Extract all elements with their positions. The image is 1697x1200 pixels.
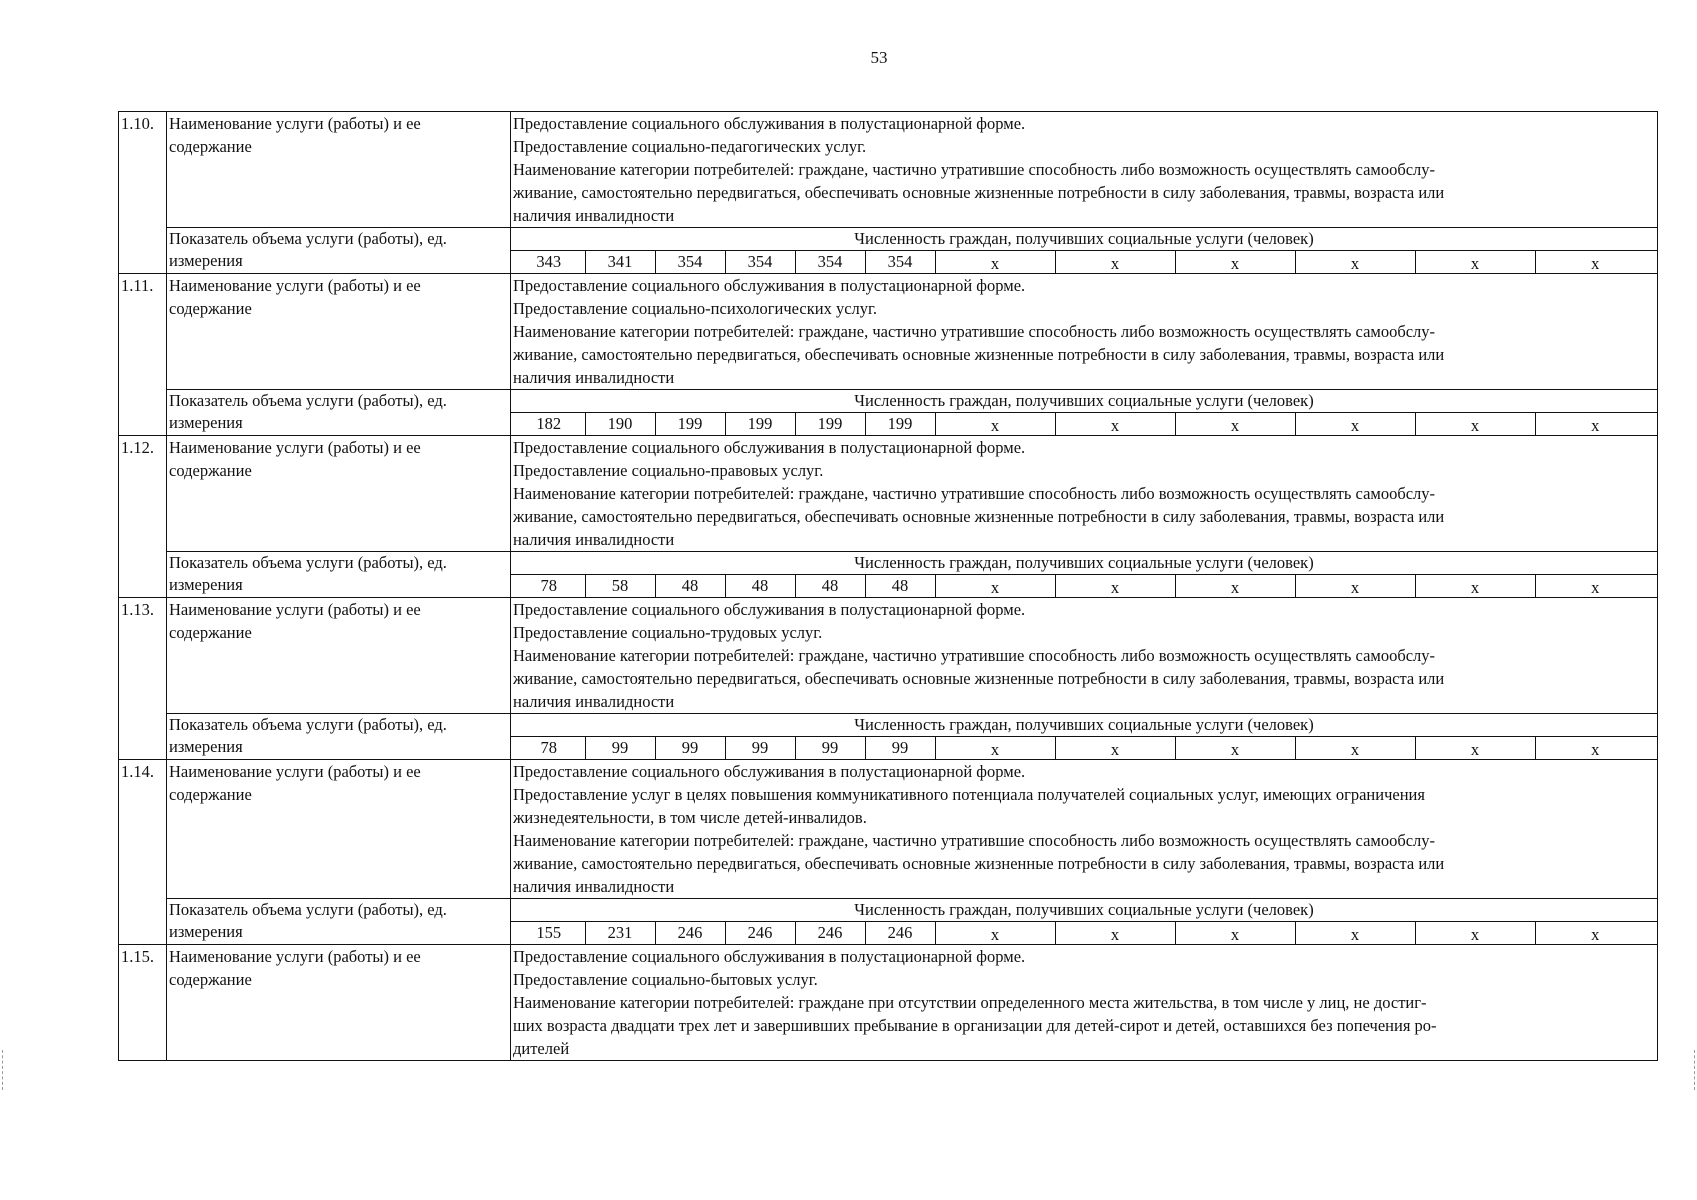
service-name-label-line: Наименование услуги (работы) и ее bbox=[169, 276, 421, 295]
value-cell: х bbox=[935, 575, 1055, 597]
indicator-label-line: измерения bbox=[169, 737, 243, 756]
service-description-line: наличия инвалидности bbox=[513, 530, 675, 549]
unit-of-measure: Численность граждан, получивших социальные услуги (человек) bbox=[511, 714, 1658, 737]
value-cell: 199 bbox=[795, 413, 865, 435]
value-cell: 199 bbox=[865, 413, 935, 435]
service-description-line: наличия инвалидности bbox=[513, 368, 675, 387]
service-name-label-line: Наименование услуги (работы) и ее bbox=[169, 438, 421, 457]
value-cell: 48 bbox=[655, 575, 725, 597]
indicator-label-line: Показатель объема услуги (работы), ед. bbox=[169, 553, 447, 572]
value-cell: х bbox=[1415, 575, 1535, 597]
value-cell: 246 bbox=[795, 922, 865, 944]
service-name-label bbox=[167, 436, 511, 552]
service-number: 1.10. bbox=[119, 112, 167, 274]
value-cell: х bbox=[1415, 922, 1535, 944]
unit-of-measure: Численность граждан, получивших социальные услуги (человек) bbox=[511, 552, 1658, 575]
service-description-line: Наименование категории потребителей: граждане, частично утратившие способность либо возможность осуществлять самообслу- bbox=[513, 646, 1436, 665]
indicator-label-line: Показатель объема услуги (работы), ед. bbox=[169, 391, 447, 410]
service-row bbox=[119, 945, 1658, 1061]
value-cell: х bbox=[1535, 737, 1655, 759]
value-cell: х bbox=[1535, 251, 1655, 273]
service-name-label-line: содержание bbox=[169, 970, 252, 989]
unit-of-measure: Численность граждан, получивших социальные услуги (человек) bbox=[511, 899, 1658, 922]
value-cell: х bbox=[1415, 413, 1535, 435]
indicator-row bbox=[119, 899, 1658, 922]
service-name-label bbox=[167, 598, 511, 714]
service-description bbox=[511, 436, 1658, 552]
service-name-label bbox=[167, 112, 511, 228]
service-name-label bbox=[167, 274, 511, 390]
value-cell: 99 bbox=[655, 737, 725, 759]
service-description bbox=[511, 112, 1658, 228]
service-description-line: Предоставление социального обслуживания в полустационарной форме. bbox=[513, 600, 1026, 619]
value-cell: 48 bbox=[725, 575, 795, 597]
indicator-row bbox=[119, 228, 1658, 251]
value-cell: 354 bbox=[655, 251, 725, 273]
value-cell: 341 bbox=[585, 251, 655, 273]
unit-of-measure: Численность граждан, получивших социальные услуги (человек) bbox=[511, 390, 1658, 413]
service-description-line: Наименование категории потребителей: граждане, частично утратившие способность либо возможность осуществлять самообслу- bbox=[513, 831, 1436, 850]
value-cell: 78 bbox=[540, 576, 557, 595]
indicator-label-line: Показатель объема услуги (работы), ед. bbox=[169, 229, 447, 248]
service-name-label-line: содержание bbox=[169, 785, 252, 804]
indicator-row bbox=[119, 552, 1658, 575]
service-row bbox=[119, 274, 1658, 390]
service-name-label-line: Наименование услуги (работы) и ее bbox=[169, 600, 421, 619]
service-description-line: наличия инвалидности bbox=[513, 206, 675, 225]
value-cell: х bbox=[1055, 575, 1175, 597]
unit-of-measure: Численность граждан, получивших социальные услуги (человек) bbox=[511, 228, 1658, 251]
service-description-line: живание, самостоятельно передвигаться, обеспечивать основные жизненные потребности в силу заболевания, травмы, возраста или bbox=[513, 345, 1445, 364]
service-name-label bbox=[167, 945, 511, 1061]
value-cell: 354 bbox=[865, 251, 935, 273]
scan-margin-mark bbox=[2, 1050, 4, 1090]
service-row bbox=[119, 436, 1658, 552]
value-cell: х bbox=[1295, 575, 1415, 597]
value-cell: 354 bbox=[795, 251, 865, 273]
service-description-line: живание, самостоятельно передвигаться, обеспечивать основные жизненные потребности в силу заболевания, травмы, возраста или bbox=[513, 669, 1445, 688]
value-cell: х bbox=[1535, 575, 1655, 597]
value-cell: 99 bbox=[795, 737, 865, 759]
value-cell: х bbox=[935, 413, 1055, 435]
value-cell: 199 bbox=[725, 413, 795, 435]
value-cell: х bbox=[1175, 737, 1295, 759]
value-cell: х bbox=[1175, 922, 1295, 944]
value-cell: х bbox=[1175, 251, 1295, 273]
service-description-line: Наименование категории потребителей: граждане, частично утратившие способность либо возможность осуществлять самообслу- bbox=[513, 322, 1436, 341]
value-cell: х bbox=[935, 922, 1055, 944]
service-description-line: ших возраста двадцати трех лет и завершивших пребывание в организации для детей-сирот и детей, оставшихся без попечения ро- bbox=[513, 1016, 1437, 1035]
values-cell bbox=[511, 413, 1658, 436]
service-description-line: Предоставление социального обслуживания в полустационарной форме. bbox=[513, 762, 1026, 781]
service-name-label-line: содержание bbox=[169, 299, 252, 318]
value-cell: 155 bbox=[536, 923, 562, 942]
service-description-line: Предоставление услуг в целях повышения коммуникативного потенциала получателей социальных услуг, имеющих ограничения bbox=[513, 785, 1425, 804]
service-description-line: Предоставление социально-правовых услуг. bbox=[513, 461, 824, 480]
service-description-line: Предоставление социально-педагогических услуг. bbox=[513, 137, 867, 156]
value-cell: 99 bbox=[725, 737, 795, 759]
value-cell: 231 bbox=[585, 922, 655, 944]
service-description-line: дителей bbox=[513, 1039, 570, 1058]
service-row bbox=[119, 598, 1658, 714]
value-cell: 246 bbox=[725, 922, 795, 944]
service-description-line: Наименование категории потребителей: граждане, частично утратившие способность либо возможность осуществлять самообслу- bbox=[513, 160, 1436, 179]
value-cell: 246 bbox=[865, 922, 935, 944]
service-name-label bbox=[167, 760, 511, 899]
value-cell: 246 bbox=[655, 922, 725, 944]
service-description-line: Предоставление социально-бытовых услуг. bbox=[513, 970, 818, 989]
indicator-row bbox=[119, 390, 1658, 413]
service-description-line: Предоставление социально-психологических услуг. bbox=[513, 299, 878, 318]
service-description bbox=[511, 760, 1658, 899]
service-name-label-line: Наименование услуги (работы) и ее bbox=[169, 947, 421, 966]
service-number: 1.13. bbox=[119, 598, 167, 760]
service-description-line: Предоставление социального обслуживания в полустационарной форме. bbox=[513, 114, 1026, 133]
service-row bbox=[119, 760, 1658, 899]
indicator-label-line: измерения bbox=[169, 922, 243, 941]
service-description-line: жизнедеятельности, в том числе детей-инвалидов. bbox=[513, 808, 867, 827]
service-description-line: Наименование категории потребителей: граждане при отсутствии определенного места жительства, в том числе у лиц, не достиг- bbox=[513, 993, 1427, 1012]
value-cell: х bbox=[935, 737, 1055, 759]
service-number: 1.15. bbox=[119, 945, 167, 1061]
indicator-label-line: измерения bbox=[169, 413, 243, 432]
value-cell: 99 bbox=[865, 737, 935, 759]
value-cell: 199 bbox=[655, 413, 725, 435]
service-description-line: Предоставление социально-трудовых услуг. bbox=[513, 623, 823, 642]
service-description-line: Предоставление социального обслуживания в полустационарной форме. bbox=[513, 438, 1026, 457]
service-description bbox=[511, 274, 1658, 390]
value-cell: х bbox=[1535, 413, 1655, 435]
indicator-label-line: Показатель объема услуги (работы), ед. bbox=[169, 900, 447, 919]
service-description-line: Предоставление социального обслуживания в полустационарной форме. bbox=[513, 276, 1026, 295]
value-cell: х bbox=[1415, 251, 1535, 273]
indicator-label bbox=[167, 228, 511, 274]
service-number: 1.12. bbox=[119, 436, 167, 598]
indicator-label-line: измерения bbox=[169, 575, 243, 594]
values-cell bbox=[511, 737, 1658, 760]
service-description-line: живание, самостоятельно передвигаться, обеспечивать основные жизненные потребности в силу заболевания, травмы, возраста или bbox=[513, 854, 1445, 873]
value-cell: х bbox=[1295, 413, 1415, 435]
service-number: 1.11. bbox=[119, 274, 167, 436]
services-table bbox=[118, 111, 1658, 1061]
value-cell: х bbox=[1415, 737, 1535, 759]
service-description-line: Наименование категории потребителей: граждане, частично утратившие способность либо возможность осуществлять самообслу- bbox=[513, 484, 1436, 503]
service-description bbox=[511, 598, 1658, 714]
service-description-line: наличия инвалидности bbox=[513, 692, 675, 711]
value-cell: х bbox=[1055, 251, 1175, 273]
service-description-line: наличия инвалидности bbox=[513, 877, 675, 896]
values-cell bbox=[511, 251, 1658, 274]
value-cell: 78 bbox=[540, 738, 557, 757]
value-cell: х bbox=[1055, 922, 1175, 944]
service-name-label-line: содержание bbox=[169, 623, 252, 642]
service-name-label-line: Наименование услуги (работы) и ее bbox=[169, 114, 421, 133]
indicator-label bbox=[167, 899, 511, 945]
value-cell: 354 bbox=[725, 251, 795, 273]
values-cell bbox=[511, 922, 1658, 945]
service-name-label-line: содержание bbox=[169, 461, 252, 480]
value-cell: 58 bbox=[585, 575, 655, 597]
service-description-line: живание, самостоятельно передвигаться, обеспечивать основные жизненные потребности в силу заболевания, травмы, возраста или bbox=[513, 183, 1445, 202]
value-cell: х bbox=[1055, 413, 1175, 435]
value-cell: 182 bbox=[536, 414, 562, 433]
service-name-label-line: содержание bbox=[169, 137, 252, 156]
value-cell: 343 bbox=[536, 252, 562, 271]
indicator-label bbox=[167, 552, 511, 598]
indicator-label-line: Показатель объема услуги (работы), ед. bbox=[169, 715, 447, 734]
indicator-label bbox=[167, 390, 511, 436]
service-row bbox=[119, 112, 1658, 228]
value-cell: х bbox=[1295, 922, 1415, 944]
value-cell: 48 bbox=[795, 575, 865, 597]
service-number: 1.14. bbox=[119, 760, 167, 945]
service-description bbox=[511, 945, 1658, 1061]
value-cell: 99 bbox=[585, 737, 655, 759]
page-number: 53 bbox=[870, 48, 888, 67]
service-name-label-line: Наименование услуги (работы) и ее bbox=[169, 762, 421, 781]
values-cell bbox=[511, 575, 1658, 598]
value-cell: х bbox=[1055, 737, 1175, 759]
indicator-label bbox=[167, 714, 511, 760]
value-cell: 190 bbox=[585, 413, 655, 435]
value-cell: х bbox=[1535, 922, 1655, 944]
value-cell: х bbox=[1295, 251, 1415, 273]
service-description-line: Предоставление социального обслуживания в полустационарной форме. bbox=[513, 947, 1026, 966]
service-description-line: живание, самостоятельно передвигаться, обеспечивать основные жизненные потребности в силу заболевания, травмы, возраста или bbox=[513, 507, 1445, 526]
value-cell: 48 bbox=[865, 575, 935, 597]
scan-margin-mark bbox=[1694, 1050, 1696, 1090]
value-cell: х bbox=[1175, 413, 1295, 435]
value-cell: х bbox=[1295, 737, 1415, 759]
indicator-row bbox=[119, 714, 1658, 737]
value-cell: х bbox=[1175, 575, 1295, 597]
indicator-label-line: измерения bbox=[169, 251, 243, 270]
value-cell: х bbox=[935, 251, 1055, 273]
